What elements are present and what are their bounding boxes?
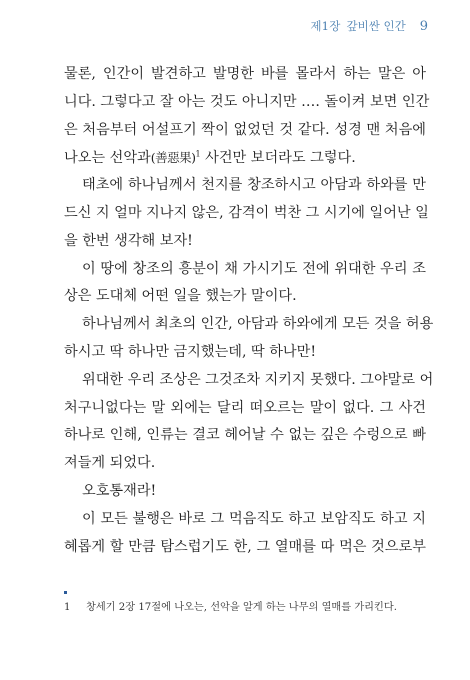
chapter-title: 갚비싼 인간	[346, 19, 406, 33]
text-line: 처구니없다는 말 외에는 달리 떠오르는 말이 없다. 그 사건	[64, 399, 426, 416]
hanja-term: 善惡果	[155, 150, 192, 166]
body-text	[64, 61, 434, 561]
text-line: 져들게 되었다.	[64, 455, 156, 472]
footnote-divider-mark	[64, 591, 67, 594]
text-fragment: 사건만 보더라도 그렇다.	[200, 150, 356, 167]
text-line: 하시고 딱 하나만 금지했는데, 딱 하나만!	[64, 343, 317, 360]
text-line: 하나님께서 최초의 인간, 아담과 하와에게 모든 것을 허용	[82, 316, 434, 333]
footnote	[64, 598, 444, 613]
text-line: 하나로 인해, 인류는 결코 헤어날 수 없는 깊은 수렁으로 빠	[64, 427, 426, 444]
text-line: 니다. 그렇다고 잘 아는 것도 아니지만 …. 돌이켜 보면 인간	[64, 93, 430, 110]
footnote-ref[interactable]: 1	[195, 149, 201, 159]
text-line: 상은 도대체 어떤 일을 했는가 말이다.	[64, 288, 297, 305]
hanja-paren-open: (	[150, 150, 156, 166]
text-line: 을 한번 생각해 보자!	[64, 232, 193, 249]
text-line: 물론, 인간이 발견하고 발명한 바를 몰라서 하는 말은 아	[64, 66, 426, 82]
text-line: 은 처음부터 어설프기 짝이 없었던 것 같다. 성경 맨 처음에	[64, 121, 426, 138]
running-header	[310, 18, 428, 34]
text-line: 오호통재라!	[82, 482, 157, 499]
text-line: 태초에 하나님께서 천지를 창조하시고 아담과 하와를 만	[82, 177, 426, 194]
footnote-number: 1	[64, 602, 71, 613]
text-line: 드신 지 얼마 지나지 않은, 감격이 벅찬 그 시기에 일어난 일	[64, 204, 429, 221]
hanja-paren-close: )	[191, 150, 196, 166]
footnote-text: 창세기 2장 17절에 나오는, 선악을 알게 하는 나무의 열매를 가리킨다.	[86, 602, 397, 613]
text-line: 이 땅에 창조의 흥분이 채 가시기도 전에 위대한 우리 조	[82, 260, 426, 277]
text-line: 이 모든 불행은 바로 그 먹음직도 하고 보암직도 하고 지	[82, 510, 426, 527]
text-line: 위대한 우리 조상은 그것조차 지키지 못했다. 그야말로 어	[82, 371, 434, 388]
text-fragment: 나오는 선악과	[64, 150, 151, 167]
text-line: 혜롭게 할 만큼 탐스럽기도 한, 그 열매를 따 먹은 것으로부	[64, 538, 426, 555]
page-number: 9	[419, 19, 428, 34]
text-line	[64, 144, 426, 172]
chapter-label: 제1장	[310, 19, 341, 33]
